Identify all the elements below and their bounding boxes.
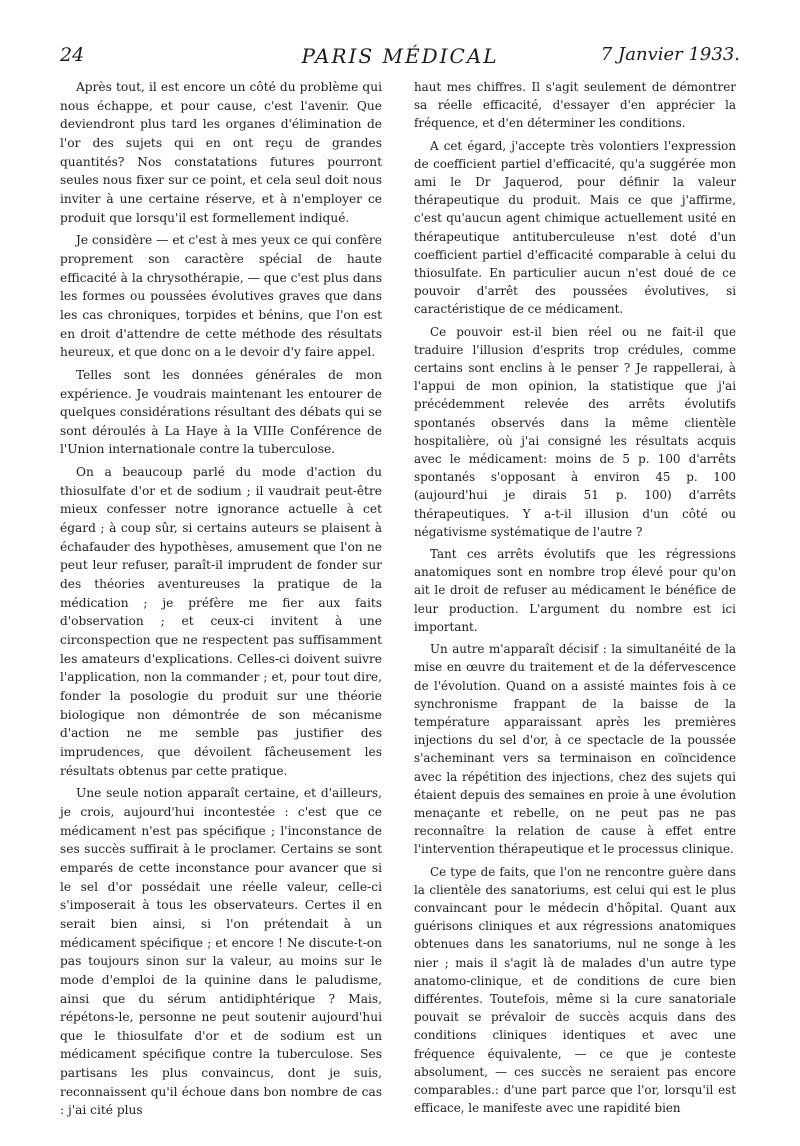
left-column xyxy=(60,78,382,1124)
right-column xyxy=(414,78,736,1121)
paragraph-continuation: haut mes chiffres. Il s'agit seulement de démontrer sa réelle efficacité, d'essayer d'en apprécier la fréquence, et d'en déterminer les conditions. xyxy=(414,80,736,131)
paragraph: Tant ces arrêts évolutifs que les régressions anatomiques sont en nombre trop élevé pour qu'on ait le droit de refuser au médicament le bénéfice de leur production. L'argument du nombre est ici important. xyxy=(414,547,736,634)
paragraph: Un autre m'apparaît décisif : la simultanéité de la mise en œuvre du traitement et de la défervescence de l'évolution. Quand on a assisté maintes fois à ce synchronisme frappant de la baisse de la température apparaissant après les premières injections du sel d'or, à ce spectacle de la poussée s'acheminant vers sa terminaison en coïncidence avec la répétition des injections, chez des sujets qui étaient depuis des semaines en proie à une évolution menaçante et rebelle, on ne peut pas ne pas reconnaître la relation de cause à effet entre l'intervention thérapeutique et le processus clinique. xyxy=(414,642,736,857)
journal-title: PARIS MÉDICAL xyxy=(301,44,499,68)
paragraph: Je considère — et c'est à mes yeux ce qui confère proprement son caractère spécial de haute efficacité à la chrysothérapie, — que c'est plus dans les formes ou poussées évolutives graves que dans les cas chroniques, torpides et bénins, que l'on est en droit d'attendre de cette méthode des résultats heureux, et que donc on a le devoir d'y faire appel. xyxy=(60,233,382,360)
paragraph: Ce pouvoir est-il bien réel ou ne fait-il que traduire l'illusion d'esprits trop crédules, comme certains sont enclins à le penser ? Je rappellerai, à l'appui de mon opinion, la statistique que j'ai précédemment relevée des arrêts évolutifs spontanés observés dans la même clientèle hospitalière, où j'ai consigné les résultats acquis avec le médicament: moins de 5 p. 100 d'arrêts spontanés s'opposant à environ 45 p. 100 (aujourd'hui je dirais 51 p. 100) d'arrêts thérapeutiques. Y a-t-il illusion d'un côté ou négativisme systématique de l'autre ? xyxy=(414,324,736,539)
page-number: 24 xyxy=(60,44,85,66)
paragraph: Une seule notion apparaît certaine, et d'ailleurs, je crois, aujourd'hui incontestée : c'est que ce médicament n'est pas spécifique ; l'inconstance de ses succès suffirait à le proclamer. Certains se sont emparés de cette inconstance pour avancer que si le sel d'or possédait une réelle valeur, celle-ci s'imposerait à tous les observateurs. Certes il en serait bien ainsi, si l'on prétendait à un médicament spécifique ; et encore ! Ne discute-t-on pas toujours sinon sur la valeur, au moins sur le mode d'emploi de la quinine dans le paludisme, ainsi que du sérum antidiphtérique ? Mais, répétons-le, personne ne peut soutenir aujourd'hui que le thiosulfate d'or et de sodium est un médicament spécifique contre la tuberculose. Ses partisans les plus convaincus, dont je suis, reconnaissent qu'il échoue dans bon nombre de cas : j'ai cité plus xyxy=(60,786,382,1118)
paragraph: A cet égard, j'accepte très volontiers l'expression de coefficient partiel d'efficacité, qu'a suggérée mon ami le Dr Jaquerod, pour définir la valeur thérapeutique du produit. Mais ce que j'affirme, c'est qu'aucun agent chimique actuellement usité en thérapeutique antituberculeuse n'est doté d'un coefficient partiel d'efficacité comparable à celui du thiosulfate. En particulier aucun n'est doué de ce pouvoir d'arrêt des poussées évolutives, si caractéristique de ce médicament. xyxy=(414,138,736,317)
paragraph: Après tout, il est encore un côté du problème qui nous échappe, et pour cause, c'est l'avenir. Que deviendront plus tard les organes d'élimination de l'or des sujets qui en ont reçu de grandes quantités? Nos constatations futures pourront seules nous fixer sur ce point, et cela seul doit nous inviter à une certaine réserve, et à n'employer ce produit que lorsqu'il est formellement indiqué. xyxy=(60,80,382,225)
paragraph: Ce type de faits, que l'on ne rencontre guère dans la clientèle des sanatoriums, est celui qui est le plus convaincant pour le médecin d'hôpital. Quant aux guérisons cliniques et aux régressions anatomiques obtenues dans les sanatoriums, nul ne songe à les nier ; mais il s'agit là de malades d'un autre type anatomo-clinique, et de conditions de cure bien différentes. Toutefois, même si la cure sanatoriale pouvait se prévaloir de succès acquis dans des conditions cliniques identiques et avec une fréquence équivalente, — ce que je conteste absolument, — ces succès ne seraient pas encore comparables.: d'une part parce que l'or, lorsqu'il est efficace, le manifeste avec une rapidité bien xyxy=(414,864,736,1116)
issue-date: 7 Janvier 1933. xyxy=(600,44,740,65)
paragraph: On a beaucoup parlé du mode d'action du thiosulfate d'or et de sodium ; il vaudrait peut-être mieux confesser notre ignorance actuelle à cet égard ; à coup sûr, si certains auteurs se plaisent à échafauder des hypothèses, amusement que l'on ne peut leur refuser, paraît-il imprudent de fonder sur des théories aventureuses la pratique de la médication ; je préfère me fier aux faits d'observation ; et ceux-ci invitent à une circonspection que ne respectent pas suffisamment les amateurs d'explications. Celles-ci doivent suivre l'application, non la commander ; et, pour tout dire, fonder la posologie du produit sur une théorie biologique non démontrée de son mécanisme d'action ne me semble pas justifier des imprudences, que dévoilent fâcheusement les résultats obtenus par cette pratique. xyxy=(60,465,382,778)
paragraph: Telles sont les données générales de mon expérience. Je voudrais maintenant les entourer de quelques considérations résultant des débats qui se sont déroulés à La Haye à la VIIIe Conférence de l'Union internationale contre la tuberculose. xyxy=(60,367,382,457)
page-header xyxy=(60,44,740,76)
